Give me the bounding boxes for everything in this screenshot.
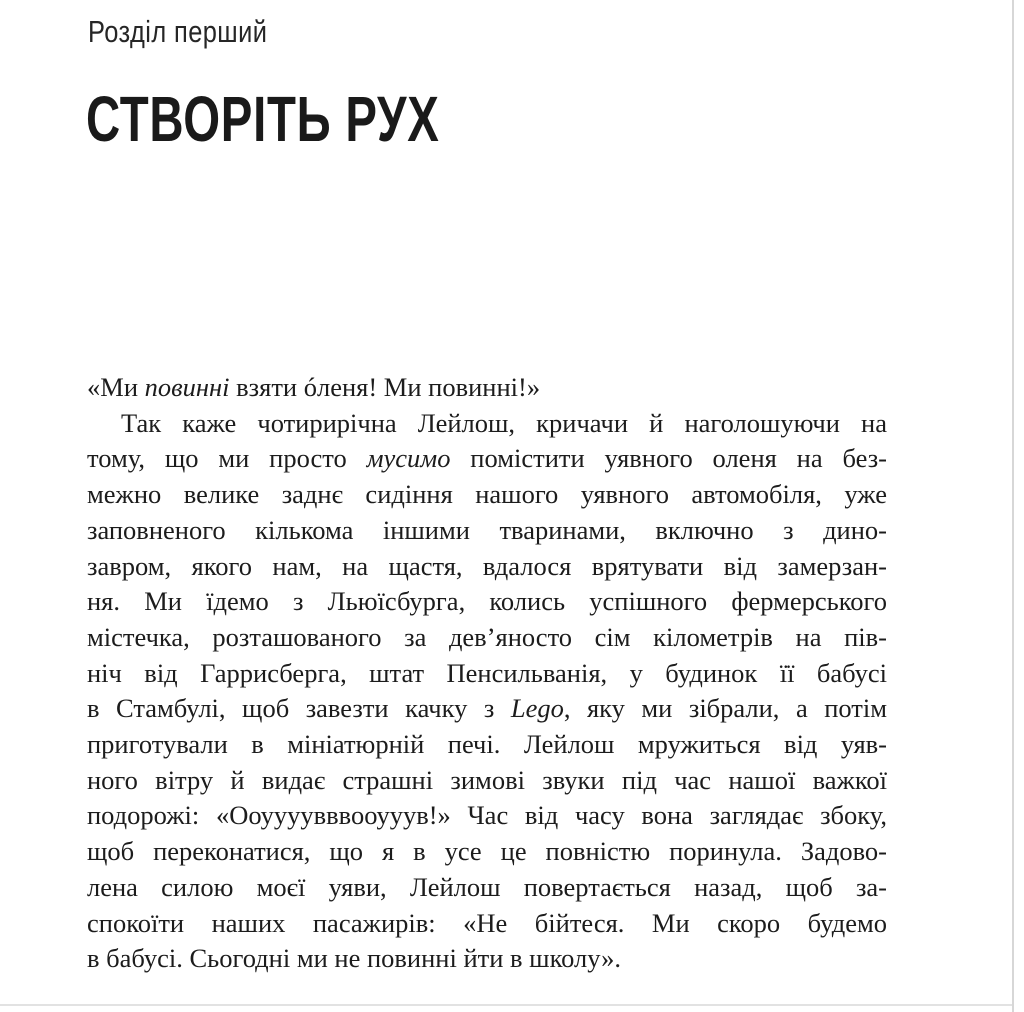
text-line: Так каже чотирирічна Лейлош, кричачи й наголошуючи на bbox=[121, 407, 887, 438]
page-edge-right bbox=[1012, 0, 1014, 1012]
text-line: ня. Ми їдемо з Льюїсбурга, колись успішного фермерського bbox=[87, 586, 887, 617]
text-line: містечка, розташованого за дев’яносто сім кілометрів на пів- bbox=[87, 621, 887, 652]
text-line: лена силою моєї уяви, Лейлош повертається назад, щоб за- bbox=[87, 871, 887, 902]
body-text bbox=[87, 370, 887, 977]
page-edge-bottom bbox=[0, 1004, 1012, 1006]
text-line: завром, якого нам, на щастя, вдалося врятувати від замерзан- bbox=[87, 550, 887, 581]
text-line: щоб переконатися, що я в усе це повністю поринула. Задово- bbox=[87, 836, 887, 867]
text-line: ного вітру й видає страшні зимові звуки під час нашої важкої bbox=[87, 764, 887, 795]
text-line: заповненого кількома іншими тваринами, включно з дино- bbox=[87, 514, 887, 545]
chapter-label: Розділ перший bbox=[88, 14, 268, 49]
text-line: тому, що ми просто мусимо помістити уявного оленя на без- bbox=[87, 443, 887, 474]
chapter-title: СТВОРІТЬ РУХ bbox=[86, 83, 440, 155]
text-line: в бабусі. Сьогодні ми не повинні йти в школу». bbox=[87, 943, 622, 974]
text-line: приготували в мініатюрній печі. Лейлош мружиться від уяв- bbox=[87, 729, 887, 760]
text-line: подорожі: «Ооуууувввооууув!» Час від часу вона заглядає збоку, bbox=[87, 800, 887, 831]
text-line: ніч від Гаррисберга, штат Пенсильванія, у будинок її бабусі bbox=[87, 657, 887, 688]
text-line: «Ми повинні взяти óленя! Ми повинні!» bbox=[87, 372, 541, 402]
text-line: в Стамбулі, щоб завезти качку з Lego, яку ми зібрали, а потім bbox=[87, 693, 887, 724]
text-line: межно велике заднє сидіння нашого уявного автомобіля, уже bbox=[87, 479, 887, 510]
text-line: спокоїти наших пасажирів: «Не бійтеся. Ми скоро будемо bbox=[87, 907, 887, 938]
